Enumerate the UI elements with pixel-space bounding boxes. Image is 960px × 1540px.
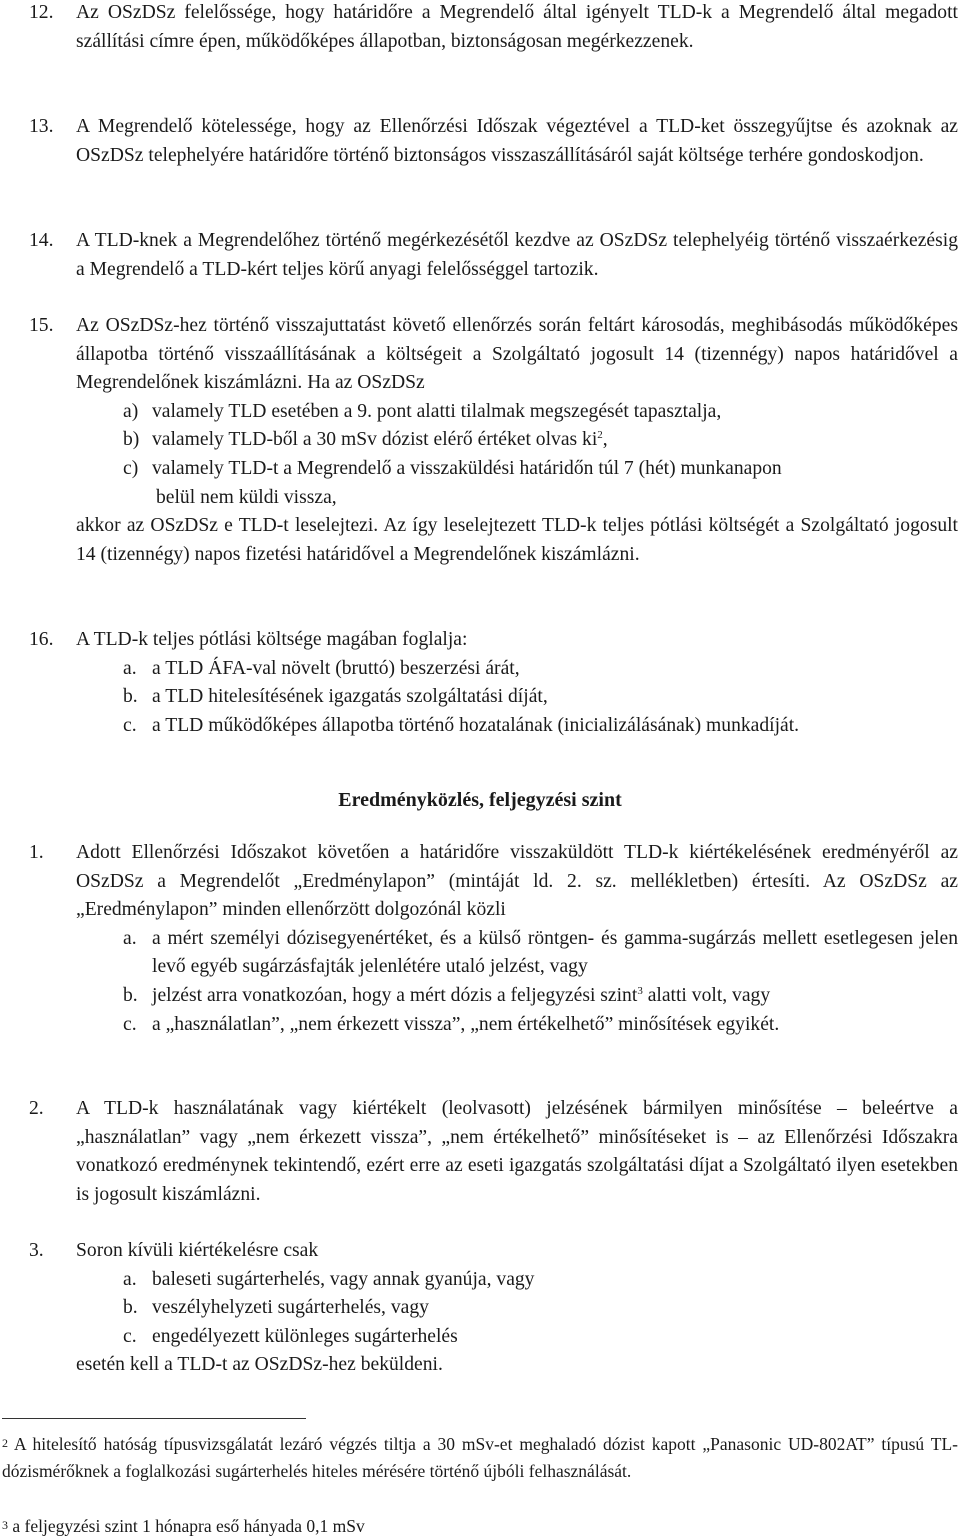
list-text: valamely TLD esetében a 9. pont alatti tilalmak megszegését tapasztalja, [152, 400, 722, 422]
list-item [123, 712, 958, 741]
clause-number: 1. [29, 842, 44, 863]
list-label: a. [123, 657, 137, 679]
clause-15 [29, 312, 958, 569]
list-text: valamely TLD-t a Megrendelő a visszaküldési határidőn túl 7 (hét) munkanapon [152, 457, 782, 479]
result-clause-2 [29, 1095, 958, 1209]
clause-intro: Az OSzDSz-hez történő visszajuttatást követő ellenőrzés során feltárt károsodás, meghibásodás működőképes állapotba történő visszaállításának a költségeit a Szolgáltató jogosult 14 (tizennégy) napos határidővel a Megrendelőnek kiszámlázni. Ha az OSzDSz [76, 315, 958, 394]
list-item [123, 925, 958, 982]
list-text: engedélyezett különleges sugárterhelés [152, 1325, 458, 1347]
clause-outro: esetén kell a TLD-t az OSzDSz-hez beküldeni. [76, 1354, 443, 1376]
list-label: c) [123, 457, 139, 479]
clause-text: Az OSzDSz felelőssége, hogy határidőre a Megrendelő által igényelt TLD-k a Megrendelő által megadott szállítási címre épen, működőképes állapotban, biztonságosan megérkezzenek. [76, 2, 958, 52]
clause-intro: Soron kívüli kiértékelésre csak [76, 1240, 319, 1261]
footnote-2 [2, 1430, 958, 1485]
list-item [123, 426, 958, 455]
clause-sublist [123, 925, 958, 1039]
clause-number: 3. [29, 1240, 44, 1261]
list-item [123, 1323, 958, 1352]
list-item [123, 655, 958, 684]
clause-sublist [123, 1266, 958, 1352]
list-item [123, 1011, 958, 1040]
footnote-ref: 3 [637, 984, 643, 997]
clause-number: 2. [29, 1098, 44, 1119]
clause-text: A Megrendelő kötelessége, hogy az Ellenőrzési Időszak végeztével a TLD-ket összegyűjtse és azoknak az OSzDSz telephelyére határidőre történő biztonságos visszaszállításáról saját költsége terhére gondoskodjon. [76, 116, 958, 166]
section-heading: Eredményközlés, feljegyzési szint [338, 789, 622, 811]
clause-outro: akkor az OSzDSz e TLD-t leselejtezi. Az így leselejtezett TLD-k teljes pótlási költségét a Szolgáltató jogosult 14 (tizennégy) napos fizetési határidővel a Megrendelőnek kiszámlázni. [76, 515, 958, 565]
list-label: b) [123, 429, 140, 451]
list-text: a „használatlan”, „nem érkezett vissza”, „nem értékelhető” minősítések egyikét. [152, 1013, 780, 1035]
clause-sublist [123, 655, 958, 741]
list-label: c. [123, 714, 137, 736]
list-text: baleseti sugárterhelés, vagy annak gyanúja, vagy [152, 1268, 535, 1290]
list-label: a. [123, 927, 137, 949]
clause-text: A TLD-k használatának vagy kiértékelt (leolvasott) jelzésének bármilyen minősítése – beleértve a „használatlan” vagy „nem érkezett vissza”, „nem értékelhető” minősítéseket is – az Ellenőrzési Időszakra vonatkozó eredménynek tekintendő, ezért erre az eseti igazgatás szolgáltatási díjat a Szolgáltató ilyen esetekben is jogosult kiszámlázni. [76, 1098, 958, 1205]
list-text: a TLD ÁFA-val növelt (bruttó) beszerzési árát, [152, 657, 520, 679]
footnote-ref: 2 [597, 429, 603, 442]
list-text: valamely TLD-ből a 30 mSv dózist elérő értéket olvas $ki^2$, [152, 429, 608, 451]
clause-number: 12. [29, 2, 54, 23]
list-item [123, 683, 958, 712]
list-item [123, 982, 958, 1011]
footnote-mark: 3 [2, 1518, 8, 1532]
list-text: a TLD működőképes állapotba történő hozatalának (inicializálásának) munkadíját. [152, 714, 800, 736]
clause-intro: A TLD-k teljes pótlási költsége magában foglalja: [76, 629, 468, 650]
result-clause-1 [29, 839, 958, 1039]
clause-16 [29, 626, 958, 740]
clause-number: 14. [29, 230, 54, 251]
footnote-mark: 2 [2, 1436, 8, 1450]
result-clause-3 [29, 1237, 958, 1380]
footnote-3 [2, 1512, 958, 1540]
clause-14 [29, 227, 958, 284]
list-label: c. [123, 1013, 137, 1035]
footnote-text: A hitelesítő hatóság típusvizsgálatát lezáró végzés tiltja a 30 mSv-et meghaladó dózist kapott „Panasonic UD-802AT” típusú TL-dózismérőknek a foglalkozási sugárterhelés hiteles mérésére történő újbóli felhasználását. [2, 1434, 958, 1481]
clause-number: 13. [29, 116, 54, 137]
list-label: c. [123, 1325, 137, 1347]
clause-number: 15. [29, 315, 54, 336]
list-label: b. [123, 984, 138, 1006]
clause-13 [29, 113, 958, 170]
list-item [123, 455, 958, 484]
list-label: a) [123, 400, 139, 422]
list-label: b. [123, 686, 138, 708]
clause-12 [29, 0, 958, 56]
list-text: a mért személyi dózisegyenértéket, és a külső röntgen- és gamma-sugárzás mellett esetlegesen jelen levő egyéb sugárzásfajták jelenlétére utaló jelzést, vagy [152, 927, 958, 978]
list-text: a TLD hitelesítésének igazgatás szolgáltatási díját, [152, 686, 548, 708]
list-label: a. [123, 1268, 137, 1290]
list-text: veszélyhelyzeti sugárterhelés, vagy [152, 1297, 429, 1319]
clause-text: A TLD-knek a Megrendelőhez történő megérkezésétől kezdve az OSzDSz telephelyéig történő visszaérkezésig a Megrendelő a TLD-kért teljes körű anyagi felelősséggel tartozik. [76, 230, 958, 280]
list-item [123, 1266, 958, 1295]
clause-intro: Adott Ellenőrzési Időszakot követően a határidőre visszaküldött TLD-k kiértékelésének eredményéről az OSzDSz a Megrendelőt „Eredménylapon” (mintáját ld. 2. sz. mellékletben) értesíti. Az OSzDSz az „Eredménylapon” minden ellenőrzött dolgozónál közli [76, 842, 958, 921]
list-text-continued: belül nem küldi vissza, [156, 486, 337, 508]
list-item [123, 1294, 958, 1323]
clause-sublist [123, 398, 958, 512]
clause-number: 16. [29, 629, 54, 650]
list-text: jelzést arra vonatkozóan, hogy a mért dózis a feljegyzési szint$^3$ alatti volt, vagy [152, 984, 771, 1006]
list-item [123, 398, 958, 427]
footnote-separator [2, 1418, 306, 1419]
list-label: b. [123, 1297, 138, 1319]
footnote-text: a feljegyzési szint 1 hónapra eső hányada 0,1 mSv [12, 1516, 365, 1536]
